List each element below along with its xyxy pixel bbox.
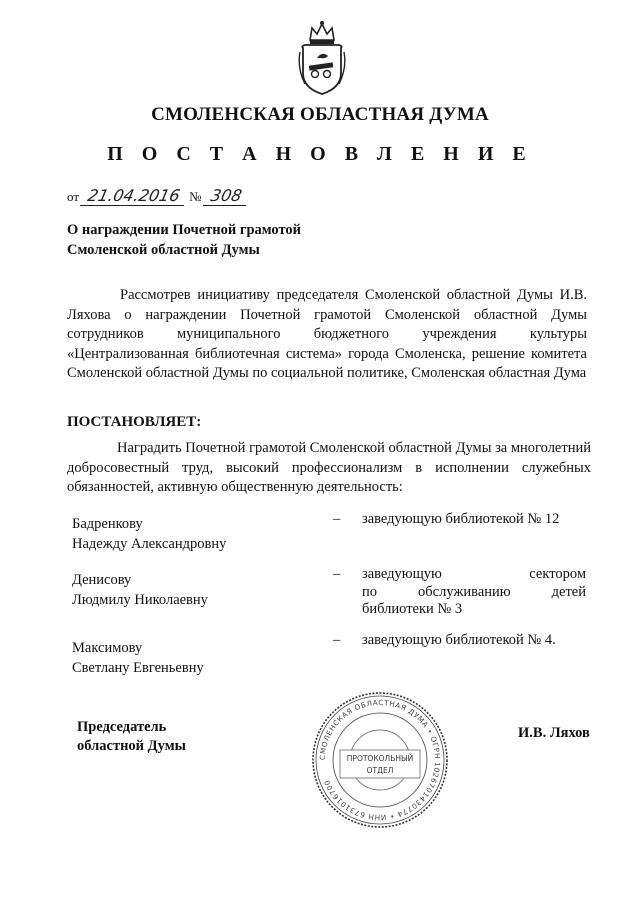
- position-line: библиотеки № 3: [362, 601, 463, 617]
- seal-ring-text: СМОЛЕНСКАЯ ОБЛАСТНАЯ ДУМА • ОГРН 1026701430774 • ИНН 6731016700: [317, 697, 443, 823]
- subject-line-2: Смоленской областной Думы: [67, 242, 260, 258]
- handwritten-number: 308: [203, 186, 250, 206]
- dash: –: [333, 632, 341, 648]
- preamble-paragraph: Рассмотрев инициативу председателя Смоленской областной Думы И.В. Ляхова о награждении Почетной грамотой Смоленской областной Думы сотрудников муниципального бюджетного учреждения культуры «Централизованная библиотечная система» города Смоленска, решение комитета Смоленской областной Думы по социальной политике, Смоленская областная Дума: [67, 287, 587, 382]
- awardee-name: [72, 638, 302, 678]
- awardee-surname: Максимову: [72, 640, 143, 656]
- awardee-surname: Бадренкову: [72, 516, 143, 532]
- awardee-position: заведующую библиотекой № 12: [362, 511, 560, 527]
- awardee-position: заведующую библиотекой № 4.: [362, 632, 556, 648]
- signatory-name: И.В. Ляхов: [518, 725, 590, 741]
- award-paragraph: Наградить Почетной грамотой Смоленской областной Думы за многолетний добросовестный труд, высокий профессионализм в исполнении служебных обязанностей, активную общественную деятельность:: [67, 440, 591, 496]
- handwritten-date: 21.04.2016: [80, 186, 188, 206]
- awardee-surname: Денисову: [72, 572, 132, 588]
- official-seal-stamp: [310, 690, 450, 830]
- awardee-given-name: Людмилу Николаевну: [72, 592, 208, 608]
- signatory-title-line-2: областной Думы: [77, 738, 186, 754]
- signatory-title-line-1: Председатель: [77, 719, 167, 735]
- resolves-heading: ПОСТАНОВЛЯЕТ:: [67, 414, 202, 430]
- dash: –: [333, 511, 341, 527]
- awardee-name: [72, 514, 302, 554]
- date-number-line: [67, 186, 247, 206]
- subject-line-1: О награждении Почетной грамотой: [67, 222, 302, 238]
- document-type-title: П О С Т А Н О В Л Е Н И Е: [107, 143, 533, 165]
- awardee-given-name: Светлану Евгеньевну: [72, 660, 204, 676]
- number-label: №: [189, 189, 202, 204]
- position-line: по обслуживанию детей: [362, 583, 586, 600]
- coat-of-arms-emblem: [297, 18, 347, 98]
- awardee-name: [72, 570, 302, 610]
- document-subject: [67, 220, 367, 260]
- seal-center-line-2: ОТДЕЛ: [366, 766, 394, 775]
- position-line: заведующую сектором: [362, 566, 586, 582]
- date-prefix: от: [67, 189, 80, 204]
- dash: –: [333, 566, 341, 582]
- signatory-title: [77, 718, 257, 756]
- organization-title: СМОЛЕНСКАЯ ОБЛАСТНАЯ ДУМА: [151, 104, 489, 125]
- awardee-given-name: Надежду Александровну: [72, 536, 227, 552]
- awardee-position: [362, 566, 586, 619]
- seal-center-line-1: ПРОТОКОЛЬНЫЙ: [346, 754, 414, 763]
